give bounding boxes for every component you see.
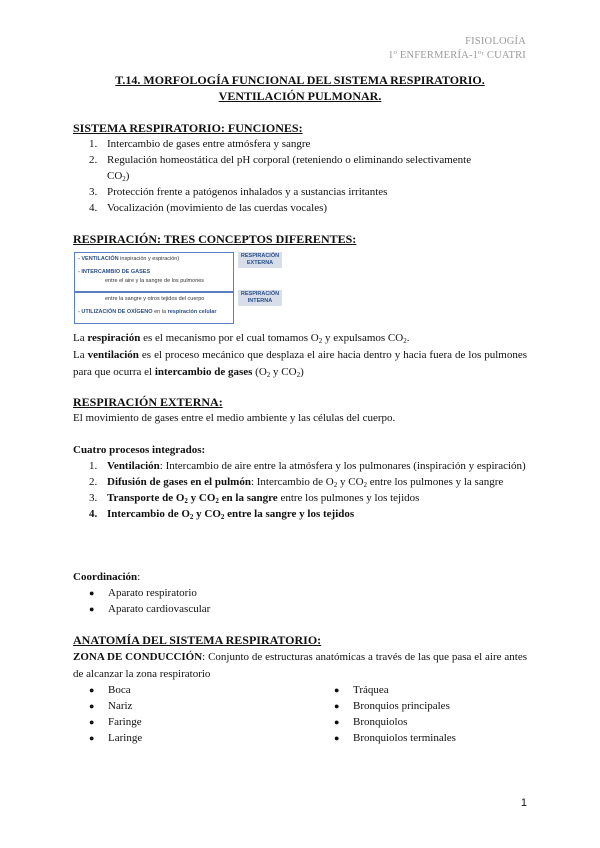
section-heading-funciones: SISTEMA RESPIRATORIO: FUNCIONES:: [73, 121, 303, 135]
diagram-tag-external: RESPIRACIÓN EXTERNA: [238, 252, 282, 268]
diagram-box-internal: entre la sangre y otros tejidos del cuerpo - UTILIZACIÓN DE OXÍGENO en la respiración celular: [74, 292, 234, 324]
list-item: ● Tráquea: [334, 684, 389, 696]
list-item: 1. Ventilación: Intercambio de aire entre la atmósfera y los pulmonares (inspiración y espiración): [89, 460, 526, 472]
list-item: ● Bronquiolos: [334, 716, 408, 728]
list-item: ● Bronquios principales: [334, 700, 450, 712]
list-item: 3. Protección frente a patógenos inhalados y a sustancias irritantes: [89, 186, 388, 198]
list-item: ● Bronquiolos terminales: [334, 732, 456, 744]
respiracion-definition: La respiración es el mecanismo por el cual tomamos $O_2$ y expulsamos $CO_2$.: [73, 332, 410, 345]
list-item: ● Aparato cardiovascular: [89, 603, 211, 615]
list-item: 2. Regulación homeostática del pH corporal (reteniendo o eliminando selectivamente $CO_2$): [89, 154, 472, 183]
page-title-line1: T.14. MORFOLOGÍA FUNCIONAL DEL SISTEMA RESPIRATORIO.: [115, 73, 485, 87]
list-item: ● Boca: [89, 684, 131, 696]
zona-list-col2: [334, 682, 534, 746]
externa-intro: El movimiento de gases entre el medio ambiente y las células del cuerpo.: [73, 412, 396, 424]
section-heading-respiracion: RESPIRACIÓN: TRES CONCEPTOS DIFERENTES:: [73, 232, 357, 246]
section-heading-anatomia: ANATOMÍA DEL SISTEMA RESPIRATORIO:: [73, 633, 322, 647]
list-item: 3. Transporte de $O_2$ y $CO_2$ en la sangre entre los pulmones y los tejidos: [89, 492, 420, 505]
list-item: 1. Intercambio de gases entre atmósfera y sangre: [89, 138, 311, 150]
coordinacion-list: [89, 585, 389, 617]
list-item: 4. Intercambio de $O_2$ y $CO_2$ entre la sangre y los tejidos: [89, 508, 355, 521]
list-item: ● Aparato respiratorio: [89, 587, 197, 599]
page-number: 1: [520, 797, 527, 809]
page-title-line2: VENTILACIÓN PULMONAR.: [218, 89, 382, 103]
respiration-diagram: [74, 250, 310, 324]
zona-conduccion-definition: ZONA DE CONDUCCIÓN: Conjunto de estructuras anatómicas a través de las que pasa el aire antes de alcanzar la zona respiratorio: [73, 651, 527, 680]
header-course: 1º ENFERMERÍA-1ºʳ CUATRI: [388, 50, 526, 61]
ventilacion-definition: La ventilación es el proceso mecánico que desplaza el aire hacia dentro y hacia fuera de los pulmones para que ocurra el intercambio de gases ($O_2$ y $CO_2$): [73, 349, 527, 379]
list-item: ● Nariz: [89, 700, 133, 712]
list-item: 4. Vocalización (movimiento de las cuerdas vocales): [89, 202, 328, 214]
list-item: ● Faringe: [89, 716, 142, 728]
funciones-list: [89, 136, 527, 216]
list-item: ● Laringe: [89, 732, 143, 744]
diagram-tag-internal: RESPIRACIÓN INTERNA: [238, 290, 282, 306]
diagram-box-external: - VENTILACIÓN inspiración y espiración) - INTERCAMBIO DE GASES entre el aire y la sangre de los pulmones: [74, 252, 234, 292]
zona-list-col1: [89, 682, 309, 746]
procesos-list: [89, 458, 527, 522]
list-item: 2. Difusión de gases en el pulmón: Intercambio de $O_2$ y $CO_2$ entre los pulmones y la sangre: [89, 476, 504, 489]
coordinacion-label: Coordinación:: [73, 571, 141, 583]
section-heading-externa: RESPIRACIÓN EXTERNA:: [73, 395, 223, 409]
header-subject: FISIOLOGÍA: [465, 36, 526, 47]
procesos-label: Cuatro procesos integrados:: [73, 444, 206, 456]
